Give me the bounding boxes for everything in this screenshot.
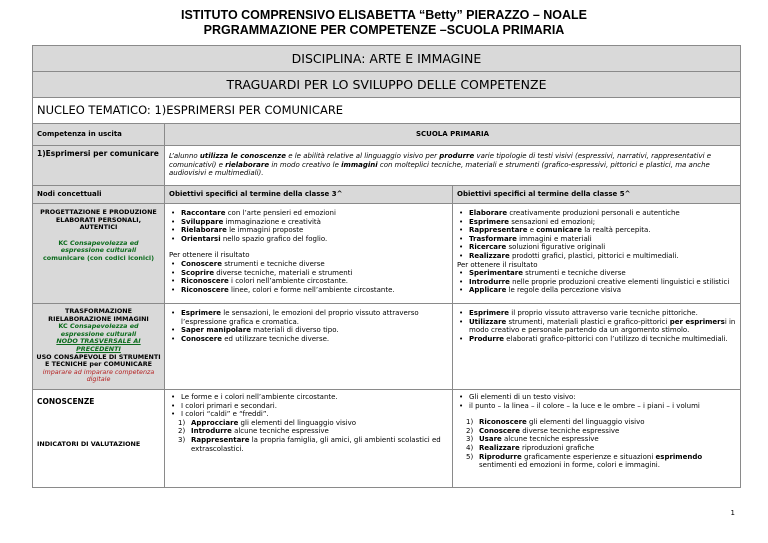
list-item: • Sperimentare strumenti e tecniche diverse bbox=[469, 269, 736, 278]
list-item: • Esprimere il proprio vissuto attraverso varie tecniche pittoriche. bbox=[469, 309, 736, 318]
list-item: • Produrre elaborati grafico-pittorici con l’utilizzo di tecniche multimediali. bbox=[469, 335, 736, 344]
competenza-label: Competenza in uscita bbox=[33, 124, 165, 146]
list-item: • Orientarsi nello spazio grafico del foglio. bbox=[181, 235, 448, 244]
curriculum-table bbox=[32, 45, 741, 488]
conoscenze-classe3 bbox=[165, 389, 453, 487]
list-item: • Le forme e i colori nell’ambiente circostante. bbox=[181, 393, 448, 402]
list-item: • Esprimere sensazioni ed emozioni; bbox=[469, 218, 736, 227]
list-item: 4) Realizzare riproduzioni grafiche bbox=[466, 443, 595, 452]
traguardi-band: TRAGUARDI PER LO SVILUPPO DELLE COMPETENZE bbox=[33, 72, 741, 98]
list-item: • Rappresentare e comunicare la realtà percepita. bbox=[469, 226, 736, 235]
list-item: • Introdurre nelle proprie produzioni creative elementi linguistici e stilistici bbox=[469, 278, 736, 287]
trasformazione-classe5 bbox=[453, 304, 741, 390]
list-item: • Riconoscere linee, colori e forme nell’ambiente circostante. bbox=[181, 286, 448, 295]
list-item: • il punto – la linea – il colore – la luce e le ombre – i piani – i volumi bbox=[469, 402, 736, 411]
scuola-primaria-header: SCUOLA PRIMARIA bbox=[165, 124, 741, 146]
list-item: • Conoscere ed utilizzare tecniche diverse. bbox=[181, 335, 448, 344]
list-item: • Riconoscere i colori nell’ambiente circostante. bbox=[181, 277, 448, 286]
list-item: • Realizzare prodotti grafici, plastici, pittorici e multimediali. bbox=[469, 252, 736, 261]
list-item: • Utilizzare strumenti, materiali plastici e grafico-pittorici per esprimersi in modo creativo e personale partendo da un argomento stimolo. bbox=[469, 318, 736, 335]
nucleo-row: NUCLEO TEMATICO: 1)ESPRIMERSI PER COMUNICARE bbox=[33, 98, 741, 124]
program-title: PRGRAMMAZIONE PER COMPETENZE –SCUOLA PRIMARIA bbox=[203, 23, 565, 37]
nodo-trasformazione: TRASFORMAZIONE RIELABORAZIONE IMMAGINI KC Consapevolezza ed espressione culturali NODO TRASVERSALE AI PRECEDENTI USO CONSAPEVOLE DI STRUMENTI E TECNICHE per COMUNICARE imparare ad imparare competenza digitale bbox=[33, 304, 165, 390]
list-item: • Conoscere strumenti e tecniche diverse bbox=[181, 260, 448, 269]
list-item: • Applicare le regole della percezione visiva bbox=[469, 286, 736, 295]
list-item: 5) Riprodurre graficamente esperienze e situazioni esprimendo sentimenti ed emozioni in forme, colori e immagini. bbox=[466, 452, 703, 470]
trasformazione-classe3 bbox=[165, 304, 453, 390]
list-item: 1) Riconoscere gli elementi del linguaggio visivo bbox=[466, 418, 645, 427]
classe3-header: Obiettivi specifici al termine della classe 3^ bbox=[165, 186, 453, 204]
list-item: 2) Introdurre alcune tecniche espressive bbox=[178, 427, 329, 436]
conoscenze-classe5 bbox=[453, 389, 741, 487]
list-item: 3) Rappresentare la propria famiglia, gli amici, gli ambienti scolastici ed extrascolastici. bbox=[178, 435, 441, 453]
list-item: • Saper manipolare materiali di diverso tipo. bbox=[181, 326, 448, 335]
list-item: • Sviluppare immaginazione e creatività bbox=[181, 218, 448, 227]
list-item: • Raccontare con l’arte pensieri ed emozioni bbox=[181, 209, 448, 218]
list-item: • Elaborare creativamente produzioni personali e autentiche bbox=[469, 209, 736, 218]
list-item: • Gli elementi di un testo visivo: bbox=[469, 393, 736, 402]
list-item: • I colori primari e secondari. bbox=[181, 402, 448, 411]
list-item: • Scoprire diverse tecniche, materiali e strumenti bbox=[181, 269, 448, 278]
list-item: 1) Approcciare gli elementi del linguaggio visivo bbox=[178, 418, 357, 427]
esprimersi-label: 1)Esprimersi per comunicare bbox=[33, 146, 165, 186]
nodo-produzione: PROGETTAZIONE E PRODUZIONE ELABORATI PERSONALI, AUTENTICI KC Consapevolezza ed espressione culturali comunicare (con codici iconici) bbox=[33, 204, 165, 304]
classe5-header: Obiettivi specifici al termine della classe 5^ bbox=[453, 186, 741, 204]
list-item: • Rielaborare le immagini proposte bbox=[181, 226, 448, 235]
list-item: 3) Usare alcune tecniche espressive bbox=[466, 435, 599, 444]
competenza-description: L’alunno utilizza le conoscenze e le abilità relative al linguaggio visivo per produrre varie tipologie di testi visivi (espressivi, narrativi, rappresentativi e comunicativi) e rielaborare in modo creativo le immagini con molteplici tecniche, materiali e strumenti (grafico-espressivi, pittorici e plastici, ma anche audiovisivi e multimediali). bbox=[165, 146, 741, 186]
list-item: • I colori “caldi” e “freddi”. bbox=[181, 410, 448, 419]
produzione-classe3: • Raccontare con l’arte pensieri ed emozioni • Sviluppare immaginazione e creatività • Rielaborare le immagini proposte • Orientarsi nello spazio grafico del foglio. Per ottenere il risultato • Conoscere strumenti e tecniche diverse • Scoprire diverse tecniche, materiali e strumenti • Riconoscere i colori nell’ambiente circostante. • Riconoscere linee, colori e forme nell’ambiente circostante. bbox=[165, 204, 453, 304]
list-item: • Esprimere le sensazioni, le emozioni del proprio vissuto attraverso l’espressione grafica e cromatica. bbox=[181, 309, 448, 326]
nodi-header: Nodi concettuali bbox=[33, 186, 165, 204]
school-title: ISTITUTO COMPRENSIVO ELISABETTA “Betty” PIERAZZO – NOALE bbox=[180, 8, 588, 22]
list-item: • Ricercare soluzioni figurative originali bbox=[469, 243, 736, 252]
disciplina-band: DISCIPLINA: ARTE E IMMAGINE bbox=[33, 46, 741, 72]
conoscenze-cell: CONOSCENZE INDICATORI DI VALUTAZIONE bbox=[33, 389, 165, 487]
list-item: • Trasformare immagini e materiali bbox=[469, 235, 736, 244]
page-number: 1 bbox=[730, 509, 735, 517]
list-item: 2) Conoscere diverse tecniche espressive bbox=[466, 426, 620, 435]
produzione-classe5: • Elaborare creativamente produzioni personali e autentiche • Esprimere sensazioni ed emozioni; • Rappresentare e comunicare la realtà percepita. • Trasformare immagini e materiali • Ricercare soluzioni figurative originali • Realizzare prodotti grafici, plastici, pittorici e multimediali. Per ottenere il risultato • Sperimentare strumenti e tecniche diverse • Introdurre nelle proprie produzioni creative elementi linguistici e stilistici • Applicare le regole della percezione visiva bbox=[453, 204, 741, 304]
